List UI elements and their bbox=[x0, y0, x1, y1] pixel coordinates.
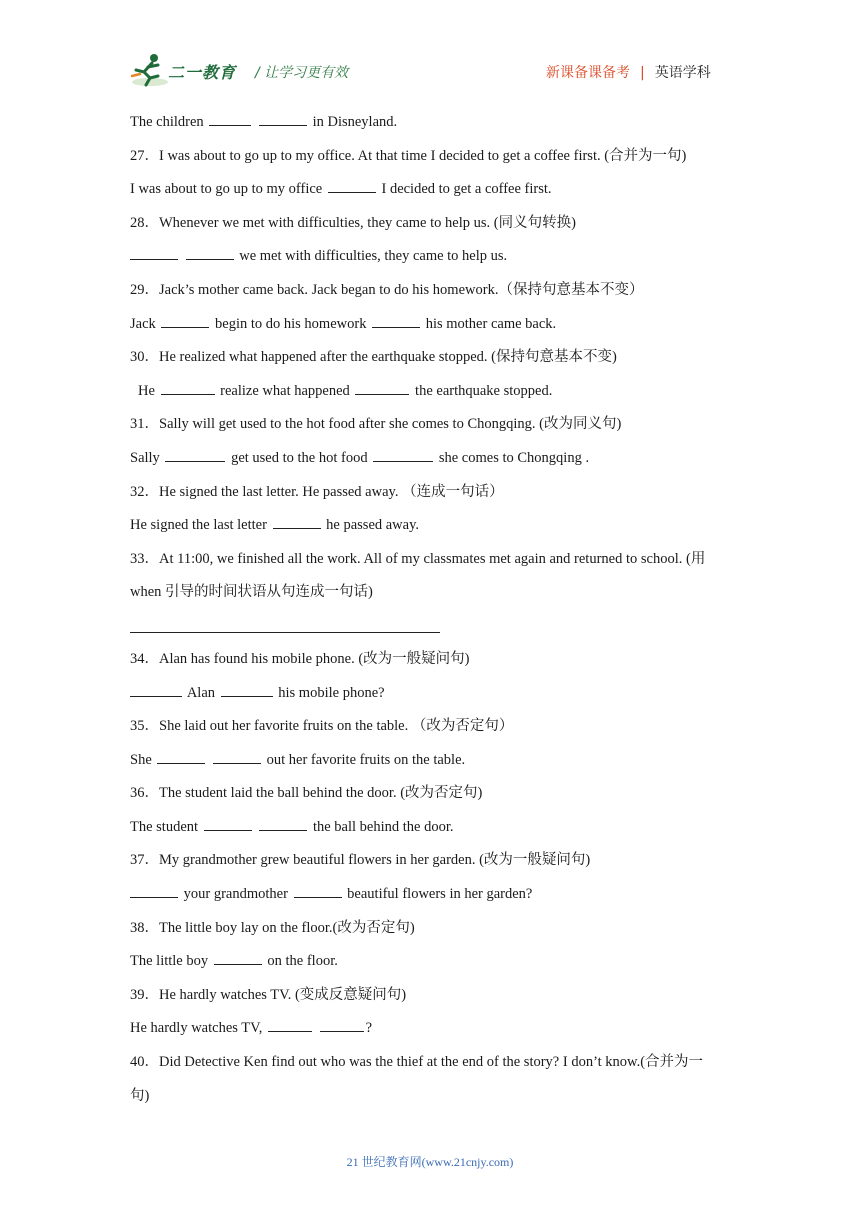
answer-blank[interactable] bbox=[186, 245, 234, 260]
answer-line: The little boy on the floor. bbox=[130, 945, 735, 979]
answer-blank[interactable] bbox=[130, 883, 178, 898]
answer-blank[interactable] bbox=[204, 816, 252, 831]
question-40: 40．Did Detective Ken find out who was the thief at the end of the story? I don’t know.(合并为一 bbox=[130, 1054, 704, 1071]
answer-line: Jack begin to do his homework his mother came back. bbox=[130, 308, 735, 342]
question-33-continued: when 引导的时间状语从句连成一句话) bbox=[130, 584, 373, 601]
header-slogan: / 让学习更有效 bbox=[255, 65, 349, 81]
answer-blank[interactable] bbox=[355, 380, 409, 395]
answer-blank[interactable] bbox=[373, 447, 433, 462]
answer-blank[interactable] bbox=[161, 380, 215, 395]
question-35: 35．She laid out her favorite fruits on the table. （改为否定句） bbox=[130, 718, 514, 735]
answer-blank[interactable] bbox=[372, 313, 420, 328]
answer-blank[interactable] bbox=[157, 749, 205, 764]
answer-blank[interactable] bbox=[165, 447, 225, 462]
question-34: 34．Alan has found his mobile phone. (改为一般疑问句) bbox=[130, 650, 470, 667]
answer-line: She out her favorite fruits on the table. bbox=[130, 744, 735, 778]
header-subject-label: 英语学科 bbox=[654, 65, 711, 81]
answer-blank[interactable] bbox=[320, 1017, 364, 1032]
answer-blank[interactable] bbox=[221, 682, 273, 697]
answer-line: Sally get used to the hot food she comes to Chongqing . bbox=[130, 442, 735, 476]
header-course-label: 新课备课备考 bbox=[546, 65, 630, 81]
answer-blank[interactable] bbox=[273, 514, 321, 529]
answer-line: Alan his mobile phone? bbox=[130, 677, 735, 711]
question-31: 31．Sally will get used to the hot food after she comes to Chongqing. (改为同义句) bbox=[130, 416, 622, 433]
answer-blank[interactable] bbox=[130, 245, 178, 260]
question-40-continued: 句) bbox=[130, 1087, 150, 1104]
logo-text: 二一教育 bbox=[168, 63, 237, 82]
answer-line: He realize what happened the earthquake stopped. bbox=[130, 375, 735, 409]
exercise-content bbox=[130, 106, 735, 1113]
answer-line: The children in Disneyland. bbox=[130, 106, 735, 140]
answer-line: The student the ball behind the door. bbox=[130, 811, 735, 845]
answer-blank-long[interactable] bbox=[130, 610, 440, 633]
question-33: 33．At 11:00, we finished all the work. All of my classmates met again and returned to school. (用 bbox=[130, 550, 706, 567]
question-32: 32．He signed the last letter. He passed away. （连成一句话） bbox=[130, 483, 504, 500]
answer-line: I was about to go up to my office I decided to get a coffee first. bbox=[130, 173, 735, 207]
answer-blank[interactable] bbox=[328, 178, 376, 193]
answer-blank[interactable] bbox=[259, 816, 307, 831]
answer-line: He signed the last letter he passed away. bbox=[130, 509, 735, 543]
question-38: 38．The little boy lay on the floor.(改为否定句) bbox=[130, 919, 415, 936]
page-header bbox=[0, 0, 860, 100]
answer-line: He hardly watches TV, ? bbox=[130, 1012, 735, 1046]
answer-line: we met with difficulties, they came to help us. bbox=[130, 240, 735, 274]
question-39: 39．He hardly watches TV. (变成反意疑问句) bbox=[130, 986, 407, 1003]
question-27: 27．I was about to go up to my office. At that time I decided to get a coffee first. (合并为一句) bbox=[130, 147, 687, 164]
answer-blank[interactable] bbox=[213, 749, 261, 764]
question-29: 29．Jack’s mother came back. Jack began to do his homework.（保持句意基本不变） bbox=[130, 281, 644, 298]
header-separator: | bbox=[640, 65, 645, 81]
question-30: 30．He realized what happened after the earthquake stopped. (保持句意基本不变) bbox=[130, 349, 617, 366]
answer-blank[interactable] bbox=[259, 111, 307, 126]
question-28: 28．Whenever we met with difficulties, they came to help us. (同义句转换) bbox=[130, 214, 576, 231]
logo bbox=[128, 52, 238, 92]
answer-blank[interactable] bbox=[268, 1017, 312, 1032]
answer-blank[interactable] bbox=[130, 682, 182, 697]
answer-blank[interactable] bbox=[214, 950, 262, 965]
question-37: 37．My grandmother grew beautiful flowers in her garden. (改为一般疑问句) bbox=[130, 852, 591, 869]
answer-blank[interactable] bbox=[294, 883, 342, 898]
question-36: 36．The student laid the ball behind the door. (改为否定句) bbox=[130, 785, 483, 802]
header-right bbox=[546, 62, 711, 82]
runner-logo-icon bbox=[128, 52, 168, 90]
answer-blank[interactable] bbox=[161, 313, 209, 328]
answer-line: your grandmother beautiful flowers in her garden? bbox=[130, 878, 735, 912]
answer-blank[interactable] bbox=[209, 111, 251, 126]
page-footer: 21 世纪教育网(www.21cnjy.com) bbox=[346, 1155, 514, 1169]
